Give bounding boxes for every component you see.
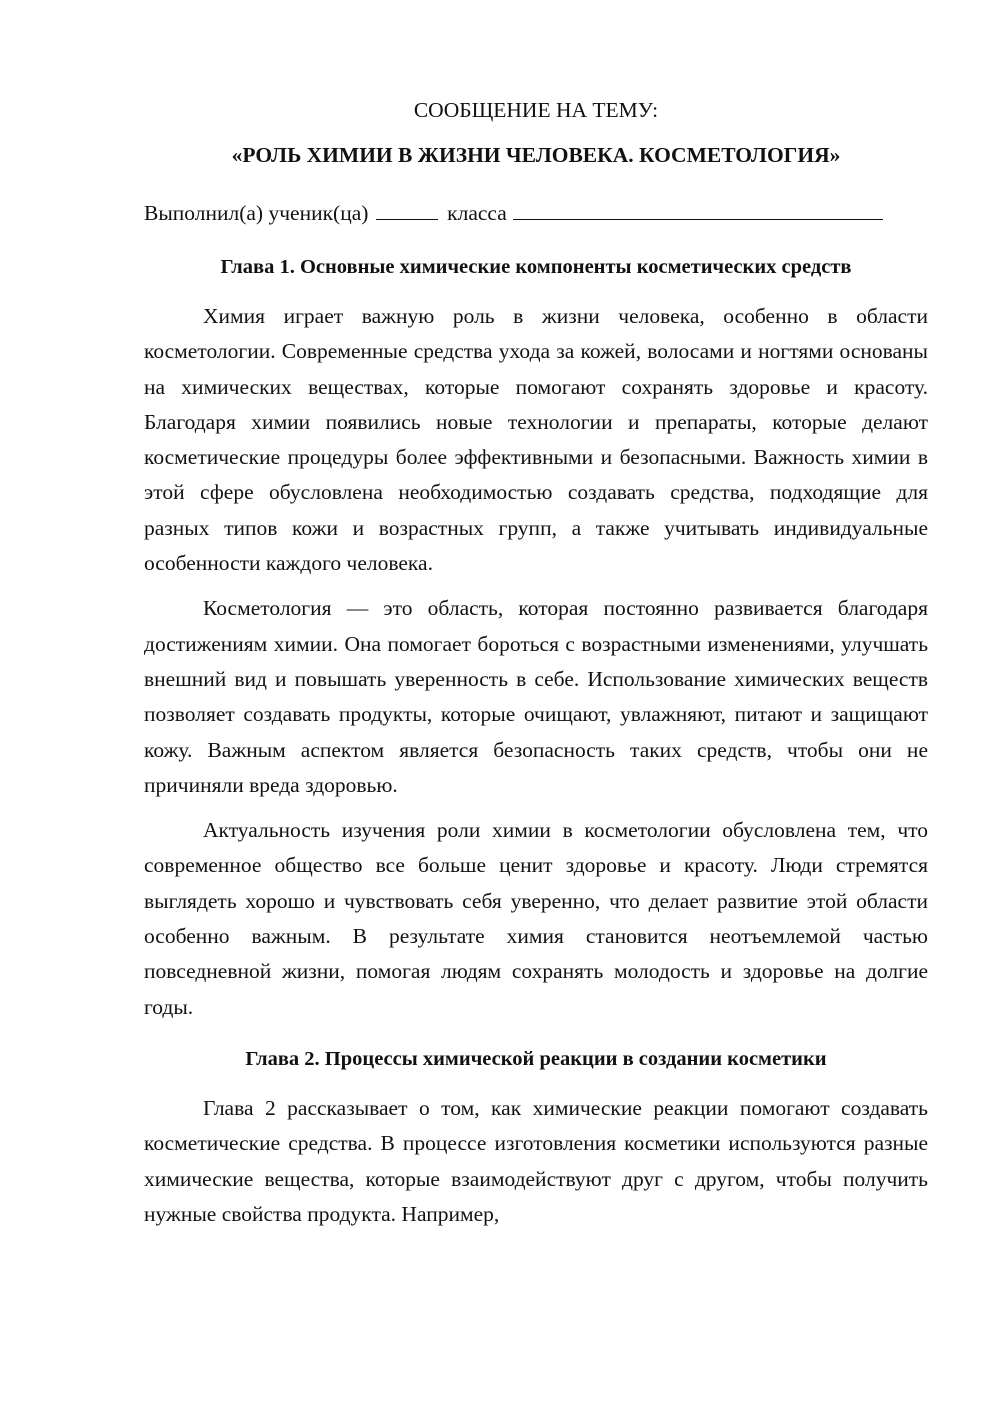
chapter-heading: Глава 2. Процессы химической реакции в создании косметики [245,1047,827,1070]
paragraph: Косметология — это область, которая постоянно развивается благодаря достижениям химии. Она помогает бороться с возрастными изменениями, улучшать внешний вид и повышать уверенность в себе. Использование химических веществ позволяет создавать продукты, которые очищают, увлажняют, питают и защищают кожу. Важным аспектом является безопасность таких средств, чтобы они не причиняли вреда здоровью. [144,596,928,797]
performed-by-label: Выполнил(а) ученик(ца) [144,201,369,225]
paragraph: Химия играет важную роль в жизни человека, особенно в области косметологии. Современные средства ухода за кожей, волосами и ногтями основаны на химических веществах, которые помогают сохранять здоровье и красоту. Благодаря химии появились новые технологии и препараты, которые делают косметические процедуры более эффективными и безопасными. Важность химии в этой сфере обусловлена необходимостью создавать средства, подходящие для разных типов кожи и возрастных групп, а также учитывать индивидуальные особенности каждого человека. [144,304,928,576]
chapter-2 [144,1045,928,1232]
document-title: «РОЛЬ ХИМИИ В ЖИЗНИ ЧЕЛОВЕКА. КОСМЕТОЛОГИЯ» [231,143,841,167]
class-label: класса [447,201,507,225]
paragraph: Глава 2 рассказывает о том, как химические реакции помогают создавать косметические средства. В процессе изготовления косметики используются разные химические вещества, которые взаимодействуют друг с другом, чтобы получить нужные свойства продукта. Например, [144,1095,928,1226]
class-blank-line [513,199,883,220]
grade-blank-line [376,199,438,220]
topic-label: СООБЩЕНИЕ НА ТЕМУ: [413,98,659,122]
document-page [144,96,928,1242]
author-byline [144,199,928,227]
paragraph: Актуальность изучения роли химии в косметологии обусловлена тем, что современное общество все больше ценит здоровье и красоту. Люди стремятся выглядеть хорошо и чувствовать себя уверенно, что делает развитие этой области особенно важным. В результате химия становится неотъемлемой частью повседневной жизни, помогая людям сохранять молодость и здоровье на долгие годы. [144,818,928,1019]
chapter-1 [144,253,928,1025]
chapter-heading: Глава 1. Основные химические компоненты косметических средств [220,256,852,278]
